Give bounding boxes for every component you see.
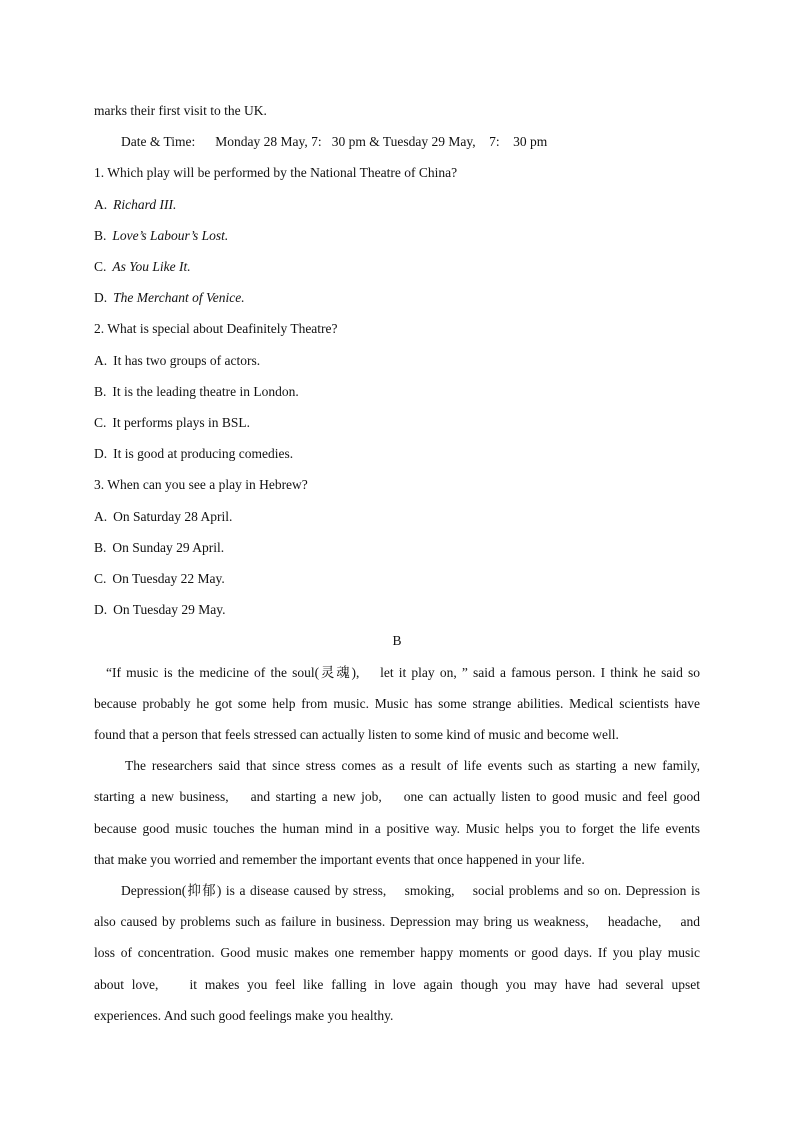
option-text: On Tuesday 22 May. (112, 571, 225, 586)
question-2-option-b (94, 383, 700, 401)
question-3-option-d (94, 601, 700, 619)
option-letter: B. (94, 540, 107, 555)
option-text: Richard III. (113, 197, 177, 212)
intro-tail-text: marks their first visit to the UK. (94, 103, 267, 118)
question-1-option-c (94, 258, 700, 276)
option-letter: C. (94, 259, 107, 274)
option-text: It has two groups of actors. (113, 353, 261, 368)
option-letter: A. (94, 197, 108, 212)
question-2-stem: 2. What is special about Deafinitely Theatre? (94, 321, 338, 336)
passage-line: starting a new business, and starting a new job, one can actually listen to good music and feel good (94, 789, 700, 804)
question-1-stem: 1. Which play will be performed by the National Theatre of China? (94, 165, 458, 180)
passage-line: “If music is the medicine of the soul(灵魂), let it play on, ” said a famous person. I think he said so (106, 665, 700, 680)
passage-line: loss of concentration. Good music makes one remember happy moments or good days. If you play music (94, 945, 700, 960)
date-time-label: Date & Time: (121, 134, 196, 149)
question-2-option-d (94, 445, 700, 463)
question-2-option-c (94, 414, 700, 432)
passage-line: about love, it makes you feel like falling in love again though you may have had several upset (94, 977, 700, 992)
option-letter: C. (94, 415, 107, 430)
option-letter: B. (94, 228, 107, 243)
option-letter: A. (94, 509, 108, 524)
option-letter: C. (94, 571, 107, 586)
question-3-option-b (94, 539, 700, 557)
passage-line: found that a person that feels stressed can actually listen to some kind of music and become well. (94, 727, 619, 742)
section-b-heading: B (392, 633, 402, 648)
option-text: On Sunday 29 April. (112, 540, 225, 555)
question-1-option-b (94, 227, 700, 245)
question-1-option-d (94, 289, 700, 307)
option-text: On Saturday 28 April. (113, 509, 233, 524)
passage-line: that make you worried and remember the important events that once happened in your life. (94, 852, 585, 867)
passage-line: Depression(抑郁) is a disease caused by stress, smoking, social problems and so on. Depression is (121, 883, 700, 898)
question-3-option-c (94, 570, 700, 588)
question-2-option-a (94, 352, 700, 370)
option-letter: D. (94, 446, 108, 461)
option-text: As You Like It. (112, 259, 191, 274)
question-1-option-a (94, 196, 700, 214)
passage-line: because good music touches the human mind in a positive way. Music helps you to forget the life events (94, 821, 700, 836)
passage-line: The researchers said that since stress comes as a result of life events such as starting a new family, (125, 758, 700, 773)
date-time-value: Monday 28 May, 7: 30 pm & Tuesday 29 May, 7: 30 pm (215, 134, 548, 149)
passage-line: because probably he got some help from music. Music has some strange abilities. Medical scientists have (94, 696, 700, 711)
passage-line: experiences. And such good feelings make you healthy. (94, 1008, 394, 1023)
option-text: It is the leading theatre in London. (112, 384, 299, 399)
passage-line: also caused by problems such as failure in business. Depression may bring us weakness, headache, and (94, 914, 700, 929)
option-text: The Merchant of Venice. (113, 290, 245, 305)
option-letter: D. (94, 602, 108, 617)
question-3-stem: 3. When can you see a play in Hebrew? (94, 477, 308, 492)
option-text: On Tuesday 29 May. (113, 602, 226, 617)
question-3-option-a (94, 508, 700, 526)
option-letter: B. (94, 384, 107, 399)
option-letter: D. (94, 290, 108, 305)
option-text: It is good at producing comedies. (113, 446, 294, 461)
date-time-line (121, 133, 727, 151)
option-text: Love’s Labour’s Lost. (112, 228, 229, 243)
option-letter: A. (94, 353, 108, 368)
option-text: It performs plays in BSL. (112, 415, 251, 430)
